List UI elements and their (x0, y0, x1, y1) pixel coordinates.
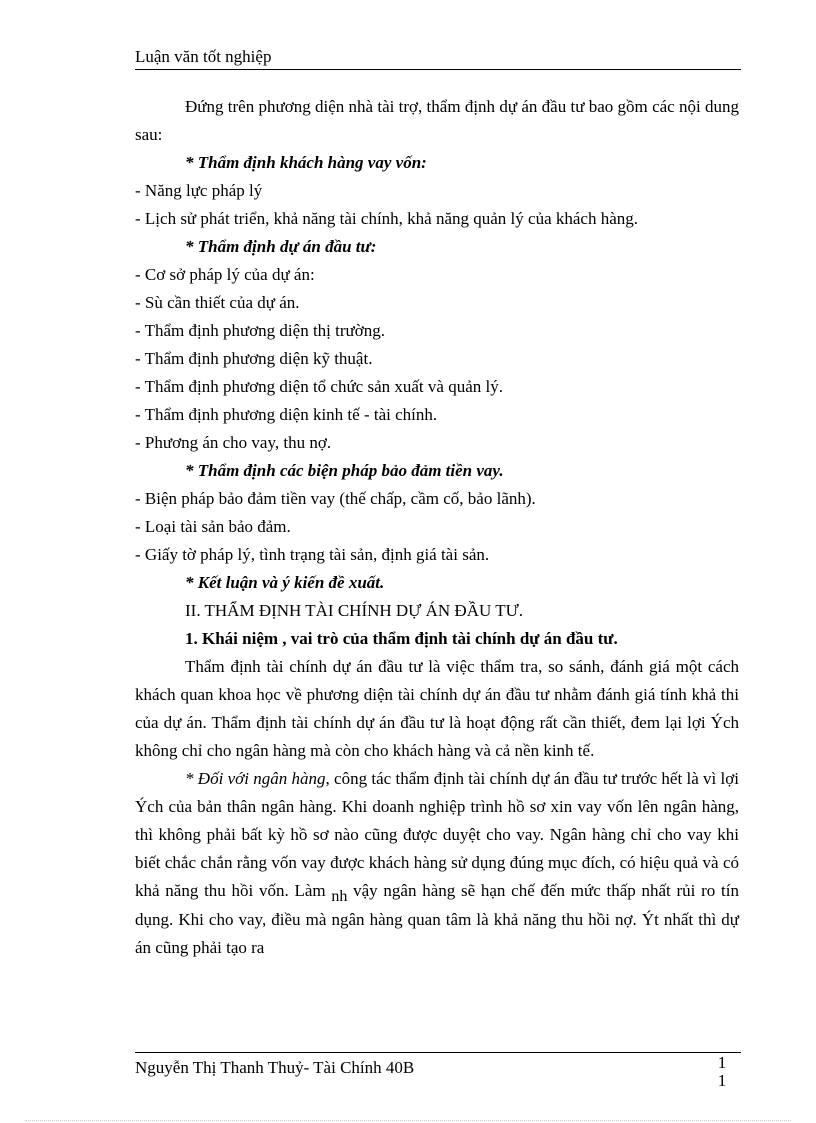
heading-customer-appraisal: * Thẩm định khách hàng vay vốn: (185, 153, 427, 172)
list-item: - Thẩm định phương diện kinh tế - tài chính. (135, 405, 438, 424)
list-item: - Sù cần thiết của dự án. (135, 293, 300, 312)
bank-role-fragment: nh (331, 888, 348, 905)
section-title: II. THẨM ĐỊNH TÀI CHÍNH DỰ ÁN ĐẦU TƯ. (185, 601, 524, 620)
footer-author: Nguyễn Thị Thanh Thuỷ- Tài Chính 40B (135, 1058, 415, 1077)
list-item: - Thẩm định phương diện tổ chức sản xuất và quản lý. (135, 377, 503, 396)
heading-project-appraisal: * Thẩm định dự án đầu tư: (185, 237, 377, 256)
heading-guarantee-appraisal: * Thẩm định các biện pháp bảo đảm tiền vay. (185, 461, 504, 480)
subsection-title: 1. Khái niệm , vai trò của thẩm định tài chính dự án đầu tư. (185, 629, 618, 648)
list-item: - Giấy tờ pháp lý, tình trạng tài sản, định giá tài sản. (135, 545, 490, 564)
bank-role-paragraph (135, 765, 739, 962)
bank-role-lead: * Đối với ngân hàng (185, 769, 326, 788)
list-item: - Cơ sở pháp lý của dự án: (135, 265, 315, 284)
page-number: 11 (717, 1053, 727, 1090)
list-item: - Lịch sử phát triển, khả năng tài chính, khả năng quản lý của khách hàng. (135, 209, 639, 228)
definition-paragraph: Thẩm định tài chính dự án đầu tư là việc thẩm tra, so sánh, đánh giá một cách khách quan khoa học về phương diện tài chính dự án đầu tư nhằm đánh giá tính khả thi của dự án. Thẩm định tài chính dự án đầu tư là hoạt động rất cần thiết, đem lại lợi Ých không chỉ cho ngân hàng mà còn cho khách hàng và cả nền kinh tế. (135, 657, 739, 760)
list-item: - Loại tài sản bảo đảm. (135, 517, 291, 536)
heading-conclusion: * Kết luận và ý kiến đề xuất. (185, 573, 385, 592)
list-item: - Thẩm định phương diện thị trường. (135, 321, 385, 340)
list-item: - Biện pháp bảo đảm tiền vay (thế chấp, cầm cố, bảo lãnh). (135, 489, 536, 508)
bank-role-text-a: , công tác thẩm định tài chính dự án đầu tư trước hết là vì lợi Ých của bản thân ngân hàng. Khi doanh nghiệp trình hồ sơ xin vay vốn lên ngân hàng, thì không phải bất kỳ hồ sơ nào cũng được duyệt cho vay. Ngân hàng chỉ cho vay khi biết chắc chắn rằng vốn vay được khách hàng sử dụng đúng mục đích, có hiệu quả và có khả năng thu hồi vốn. Làm (135, 769, 739, 900)
list-item: - Thẩm định phương diện kỹ thuật. (135, 349, 373, 368)
page-content (135, 93, 739, 962)
list-item: - Năng lực pháp lý (135, 181, 263, 200)
bank-role-text-b: vậy ngân hàng sẽ hạn chế đến mức thấp nhất rủi ro tín dụng. Khi cho vay, điều mà ngân hàng quan tâm là khả năng thu hồi nợ. Ýt nhất thì dự án cũng phải tạo ra (135, 881, 739, 957)
footer-rule (135, 1052, 741, 1053)
page-bottom-border (25, 1120, 791, 1121)
page-header: Luận văn tốt nghiệp (135, 46, 741, 70)
intro-paragraph: Đứng trên phương diện nhà tài trợ, thẩm định dự án đầu tư bao gồm các nội dung sau: (135, 97, 739, 144)
list-item: - Phương án cho vay, thu nợ. (135, 433, 332, 452)
